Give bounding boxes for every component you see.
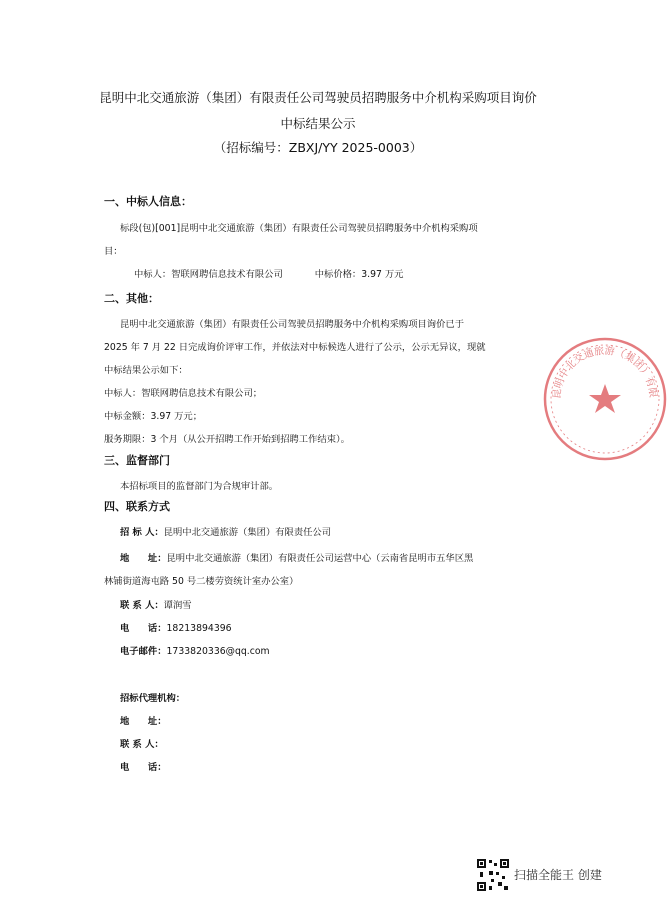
contact-row <box>120 597 192 611</box>
winner-value: 智联网聘信息技术有限公司 <box>171 269 283 280</box>
result-winner: 中标人：智联网聘信息技术有限公司； <box>104 388 263 399</box>
agency-phone-label: 电 话： <box>120 762 167 773</box>
doc-title-line1: 昆明中北交通旅游（集团）有限责任公司驾驶员招聘服务中介机构采购项目询价 <box>99 90 537 105</box>
address-row <box>120 550 473 564</box>
phone-row <box>120 620 232 634</box>
section-supervision-heading: 三、监督部门 <box>104 454 170 467</box>
result-period: 服务期限：3 个月（从公开招聘工作开始到招聘工作结束）。 <box>104 434 350 445</box>
scanner-watermark: 扫描全能王 创建 <box>514 868 602 882</box>
supervision-text: 本招标项目的监督部门为合规审计部。 <box>120 481 279 492</box>
other-para-line1: 昆明中北交通旅游（集团）有限责任公司驾驶员招聘服务中介机构采购项目询价已于 <box>120 319 464 330</box>
section-contact-heading: 四、联系方式 <box>104 500 170 513</box>
qr-code-icon <box>476 858 510 892</box>
tenderer-label: 招 标 人： <box>120 527 164 538</box>
address-label: 地 址： <box>120 553 167 564</box>
agency-address-label: 地 址： <box>120 716 167 727</box>
contact-value: 谭润雪 <box>163 600 192 611</box>
price-label: 中标价格： <box>314 269 362 280</box>
price-value: 3.97 万元 <box>361 269 404 280</box>
lot-line-1: 标段(包)[001]昆明中北交通旅游（集团）有限责任公司驾驶员招聘服务中介机构采购项 <box>120 223 478 234</box>
lot-line-2: 目： <box>104 246 123 257</box>
phone-value: 18213894396 <box>166 623 232 634</box>
other-para-line2: 2025 年 7 月 22 日完成询价评审工作，并依法对中标候选人进行了公示，公示无异议，现就 <box>104 342 486 353</box>
agency-contact-label: 联 系 人： <box>120 739 164 750</box>
doc-tender-number: （招标编号：ZBXJ/YY 2025-0003） <box>213 140 423 155</box>
official-seal <box>540 334 670 464</box>
address-line2: 林铺街道海屯路 50 号二楼劳资统计室办公室） <box>104 576 299 587</box>
section-winner-heading: 一、中标人信息： <box>104 195 192 208</box>
address-value: 昆明中北交通旅游（集团）有限责任公司运营中心（云南省昆明市五华区黑 <box>166 553 474 564</box>
section-other-heading: 二、其他： <box>104 292 159 305</box>
tenderer-row <box>120 524 331 538</box>
winner-label: 中标人： <box>134 269 172 280</box>
seal-text: 昆明中北交通旅游（集团）有限 <box>551 345 659 400</box>
winner-row <box>134 266 403 280</box>
other-para-line3: 中标结果公示如下： <box>104 365 188 376</box>
contact-label: 联 系 人： <box>120 600 164 611</box>
phone-label: 电 话： <box>120 623 167 634</box>
svg-text:昆明中北交通旅游（集团）有限责任公司 <box>540 334 659 399</box>
agency-heading: 招标代理机构： <box>120 693 186 704</box>
tenderer-value: 昆明中北交通旅游（集团）有限责任公司 <box>163 527 332 538</box>
result-amount: 中标金额：3.97 万元； <box>104 411 203 422</box>
email-row <box>120 643 270 657</box>
email-value[interactable]: 1733820336@qq.com <box>166 646 270 657</box>
email-label: 电子邮件： <box>120 646 167 657</box>
doc-title-line2: 中标结果公示 <box>280 116 356 131</box>
